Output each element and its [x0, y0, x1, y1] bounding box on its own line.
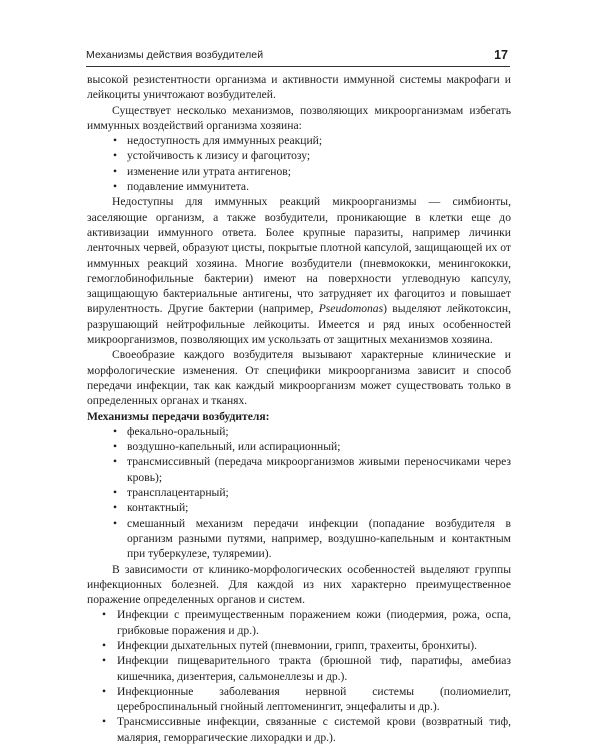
list-item: • Инфекции пищеварительного тракта (брюшной тиф, паратифы, амебиаз кишечника, дизентерия, сальмонеллезы и др.).: [102, 653, 511, 684]
list-item: • подавление иммунитета.: [112, 179, 511, 194]
paragraph-4: Своеобразие каждого возбудителя вызывают характерные клинические и морфологические изменения. От специфики микроорганизма зависит и способ передачи инфекции, так как каждый микроорганизм может существовать только в определенных органах и тканях.: [87, 348, 511, 408]
paragraph-2: Существует несколько механизмов, позволяющих микроорганизмам избегать иммунных воздействий организма хозяина:: [87, 103, 511, 132]
pseudomonas-term: Pseudomonas: [318, 302, 384, 316]
paragraph-5: В зависимости от клинико-морфологических особенностей выделяют группы инфекционных болезней. Для каждой из них характерно преимущественное поражение определенных органов и систем.: [87, 562, 511, 607]
list-item: • Инфекционные заболевания нервной системы (полиомиелит, цереброспинальный гнойный лептоменингит, энцефалиты и др.).: [102, 684, 511, 715]
list-item: • Трансмиссивные инфекции, связанные с системой крови (возвратный тиф, малярия, геморрагические лихорадки и др.).: [102, 714, 511, 745]
list-item: • контактный;: [112, 500, 511, 515]
immune-evasion-list: [87, 133, 511, 194]
paragraph-3-text-a: Недоступны для иммунных реакций микроорганизмы — симбионты, заселяющие организм, а также возбудители, проникающие в клетки еще до активизации иммунного ответа. Более крупные паразиты, например личинки ленточных червей, образуют цисты, покрытые плотной капсулой, защищающей их от иммунных реакций хозяина. Многие возбудители (пневмококки, менингококки, гемоглобинофильные бактерии) имеют на поверхности углеводную капсулу, защищающую бактериальные антигены, что затрудняет их фагоцитоз и повышает вирулентность. Другие бактерии (например,: [87, 195, 511, 316]
running-header: [86, 48, 510, 67]
list-item: • недоступность для иммунных реакций;: [112, 133, 511, 148]
chapter-title: Механизмы действия возбудителей: [86, 49, 264, 61]
list-item: • устойчивость к лизису и фагоцитозу;: [112, 148, 511, 163]
list-item: • Инфекции с преимущественным поражением кожи (пиодермия, рожа, оспа, грибковые поражения и др.).: [102, 607, 511, 638]
paragraph-1: высокой резистентности организма и активности иммунной системы макрофаги и лейкоциты уничтожают возбудителей.: [87, 73, 511, 102]
page-number: 17: [494, 48, 508, 62]
transmission-list: [87, 424, 511, 562]
list-item: • трансмиссивный (передача микроорганизмов живыми переносчиками через кровь);: [112, 454, 511, 485]
list-item: • смешанный механизм передачи инфекции (попадание возбудителя в организм разными путями, например, воздушно-капельным и контактным при туберкулезе, туляремии).: [112, 516, 511, 562]
list-item: • изменение или утрата антигенов;: [112, 164, 511, 179]
section-heading: Механизмы передачи возбудителя:: [87, 409, 270, 423]
paragraph-3: [87, 194, 511, 347]
paragraph-3-text-b: ) выделяют лейкотоксин, разрушающий нейтрофильные лейкоциты. Имеется и ряд иных особенностей микроорганизмов, позволяющих им ускользать от защитных механизмов хозяина.: [87, 302, 511, 347]
list-item: • фекально-оральный;: [112, 424, 511, 439]
infection-groups-list: [87, 607, 511, 745]
list-item: • Инфекции дыхательных путей (пневмонии, грипп, трахеиты, бронхиты).: [102, 638, 511, 653]
page-body: [87, 72, 511, 745]
list-item: • воздушно-капельный, или аспирационный;: [112, 439, 511, 454]
list-item: • трансплацентарный;: [112, 485, 511, 500]
